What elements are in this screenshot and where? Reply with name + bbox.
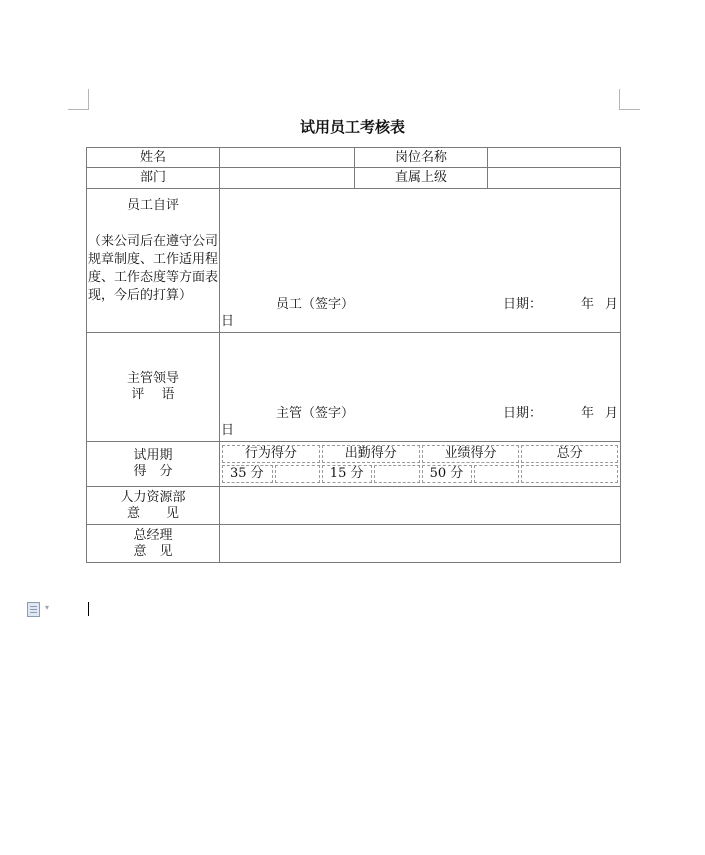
table-row <box>87 168 621 189</box>
manager-eval-date-label: 日期： <box>503 406 543 421</box>
behavior-score-blank[interactable] <box>275 465 320 483</box>
page-corner-top-left <box>68 89 89 110</box>
performance-score-header: 业绩得分 <box>422 445 520 463</box>
total-score-header: 总分 <box>521 445 618 463</box>
score-header-row <box>222 445 618 463</box>
attendance-score-value[interactable]: 15 分 <box>322 465 373 483</box>
score-value-row <box>222 465 618 483</box>
self-eval-year-label: 年 <box>581 297 595 312</box>
score-table <box>220 443 620 485</box>
attendance-score-header: 出勤得分 <box>322 445 420 463</box>
table-row <box>87 525 621 563</box>
hr-opinion-label-cell <box>87 487 220 525</box>
self-eval-date-label: 日期： <box>503 297 543 312</box>
manager-eval-content-cell[interactable] <box>220 333 621 442</box>
self-eval-label-cell <box>87 189 220 333</box>
attendance-score-blank[interactable] <box>374 465 419 483</box>
performance-score-value[interactable]: 50 分 <box>422 465 473 483</box>
name-label: 姓名 <box>87 148 220 168</box>
table-row <box>87 189 621 333</box>
chevron-down-icon[interactable]: ▾ <box>45 603 50 612</box>
position-value-cell[interactable] <box>488 148 621 168</box>
gm-opinion-label-line2: 意 见 <box>133 543 173 559</box>
self-eval-content-cell[interactable] <box>220 189 621 333</box>
self-eval-day-label: 日 <box>221 314 235 329</box>
gm-opinion-label-line1: 总经理 <box>133 527 173 543</box>
manager-eval-year-label: 年 <box>581 406 595 421</box>
table-row <box>87 333 621 442</box>
position-label: 岗位名称 <box>355 148 488 168</box>
table-row <box>87 487 621 525</box>
hr-opinion-label-line1: 人力资源部 <box>120 489 186 505</box>
document-icon[interactable] <box>27 602 40 617</box>
probation-score-cell <box>220 442 621 487</box>
behavior-score-value[interactable]: 35 分 <box>222 465 273 483</box>
evaluation-form-table <box>86 147 621 563</box>
total-score-value[interactable] <box>521 465 618 483</box>
supervisor-value-cell[interactable] <box>488 168 621 189</box>
manager-eval-label-line2: 评 语 <box>131 387 175 402</box>
table-row <box>87 442 621 487</box>
probation-score-label-cell <box>87 442 220 487</box>
gm-opinion-label-cell <box>87 525 220 563</box>
manager-eval-month-label: 月 <box>605 406 619 421</box>
document-title: 试用员工考核表 <box>299 118 405 136</box>
department-value-cell[interactable] <box>220 168 355 189</box>
behavior-score-header: 行为得分 <box>222 445 320 463</box>
performance-score-blank[interactable] <box>474 465 519 483</box>
probation-score-label-line2: 得 分 <box>133 464 173 479</box>
table-row <box>87 148 621 168</box>
hr-opinion-label-line2: 意 见 <box>126 505 179 521</box>
self-eval-label: 员工自评 <box>126 198 179 213</box>
supervisor-label: 直属上级 <box>355 168 488 189</box>
manager-eval-label-line1: 主管领导 <box>126 371 179 386</box>
employee-signature-label: 员工（签字） <box>276 297 355 312</box>
probation-score-label-line1: 试用期 <box>133 448 173 463</box>
manager-eval-label-cell <box>87 333 220 442</box>
name-value-cell[interactable] <box>220 148 355 168</box>
self-eval-note: （来公司后在遵守公司规章制度、工作适用程度、工作态度等方面表现，今后的打算） <box>88 234 219 303</box>
page-corner-top-right <box>619 89 640 110</box>
text-cursor <box>88 602 89 616</box>
manager-eval-day-label: 日 <box>221 423 235 438</box>
gm-opinion-content-cell[interactable] <box>220 525 621 563</box>
self-eval-month-label: 月 <box>605 297 619 312</box>
hr-opinion-content-cell[interactable] <box>220 487 621 525</box>
manager-signature-label: 主管（签字） <box>276 406 355 421</box>
department-label: 部门 <box>87 168 220 189</box>
